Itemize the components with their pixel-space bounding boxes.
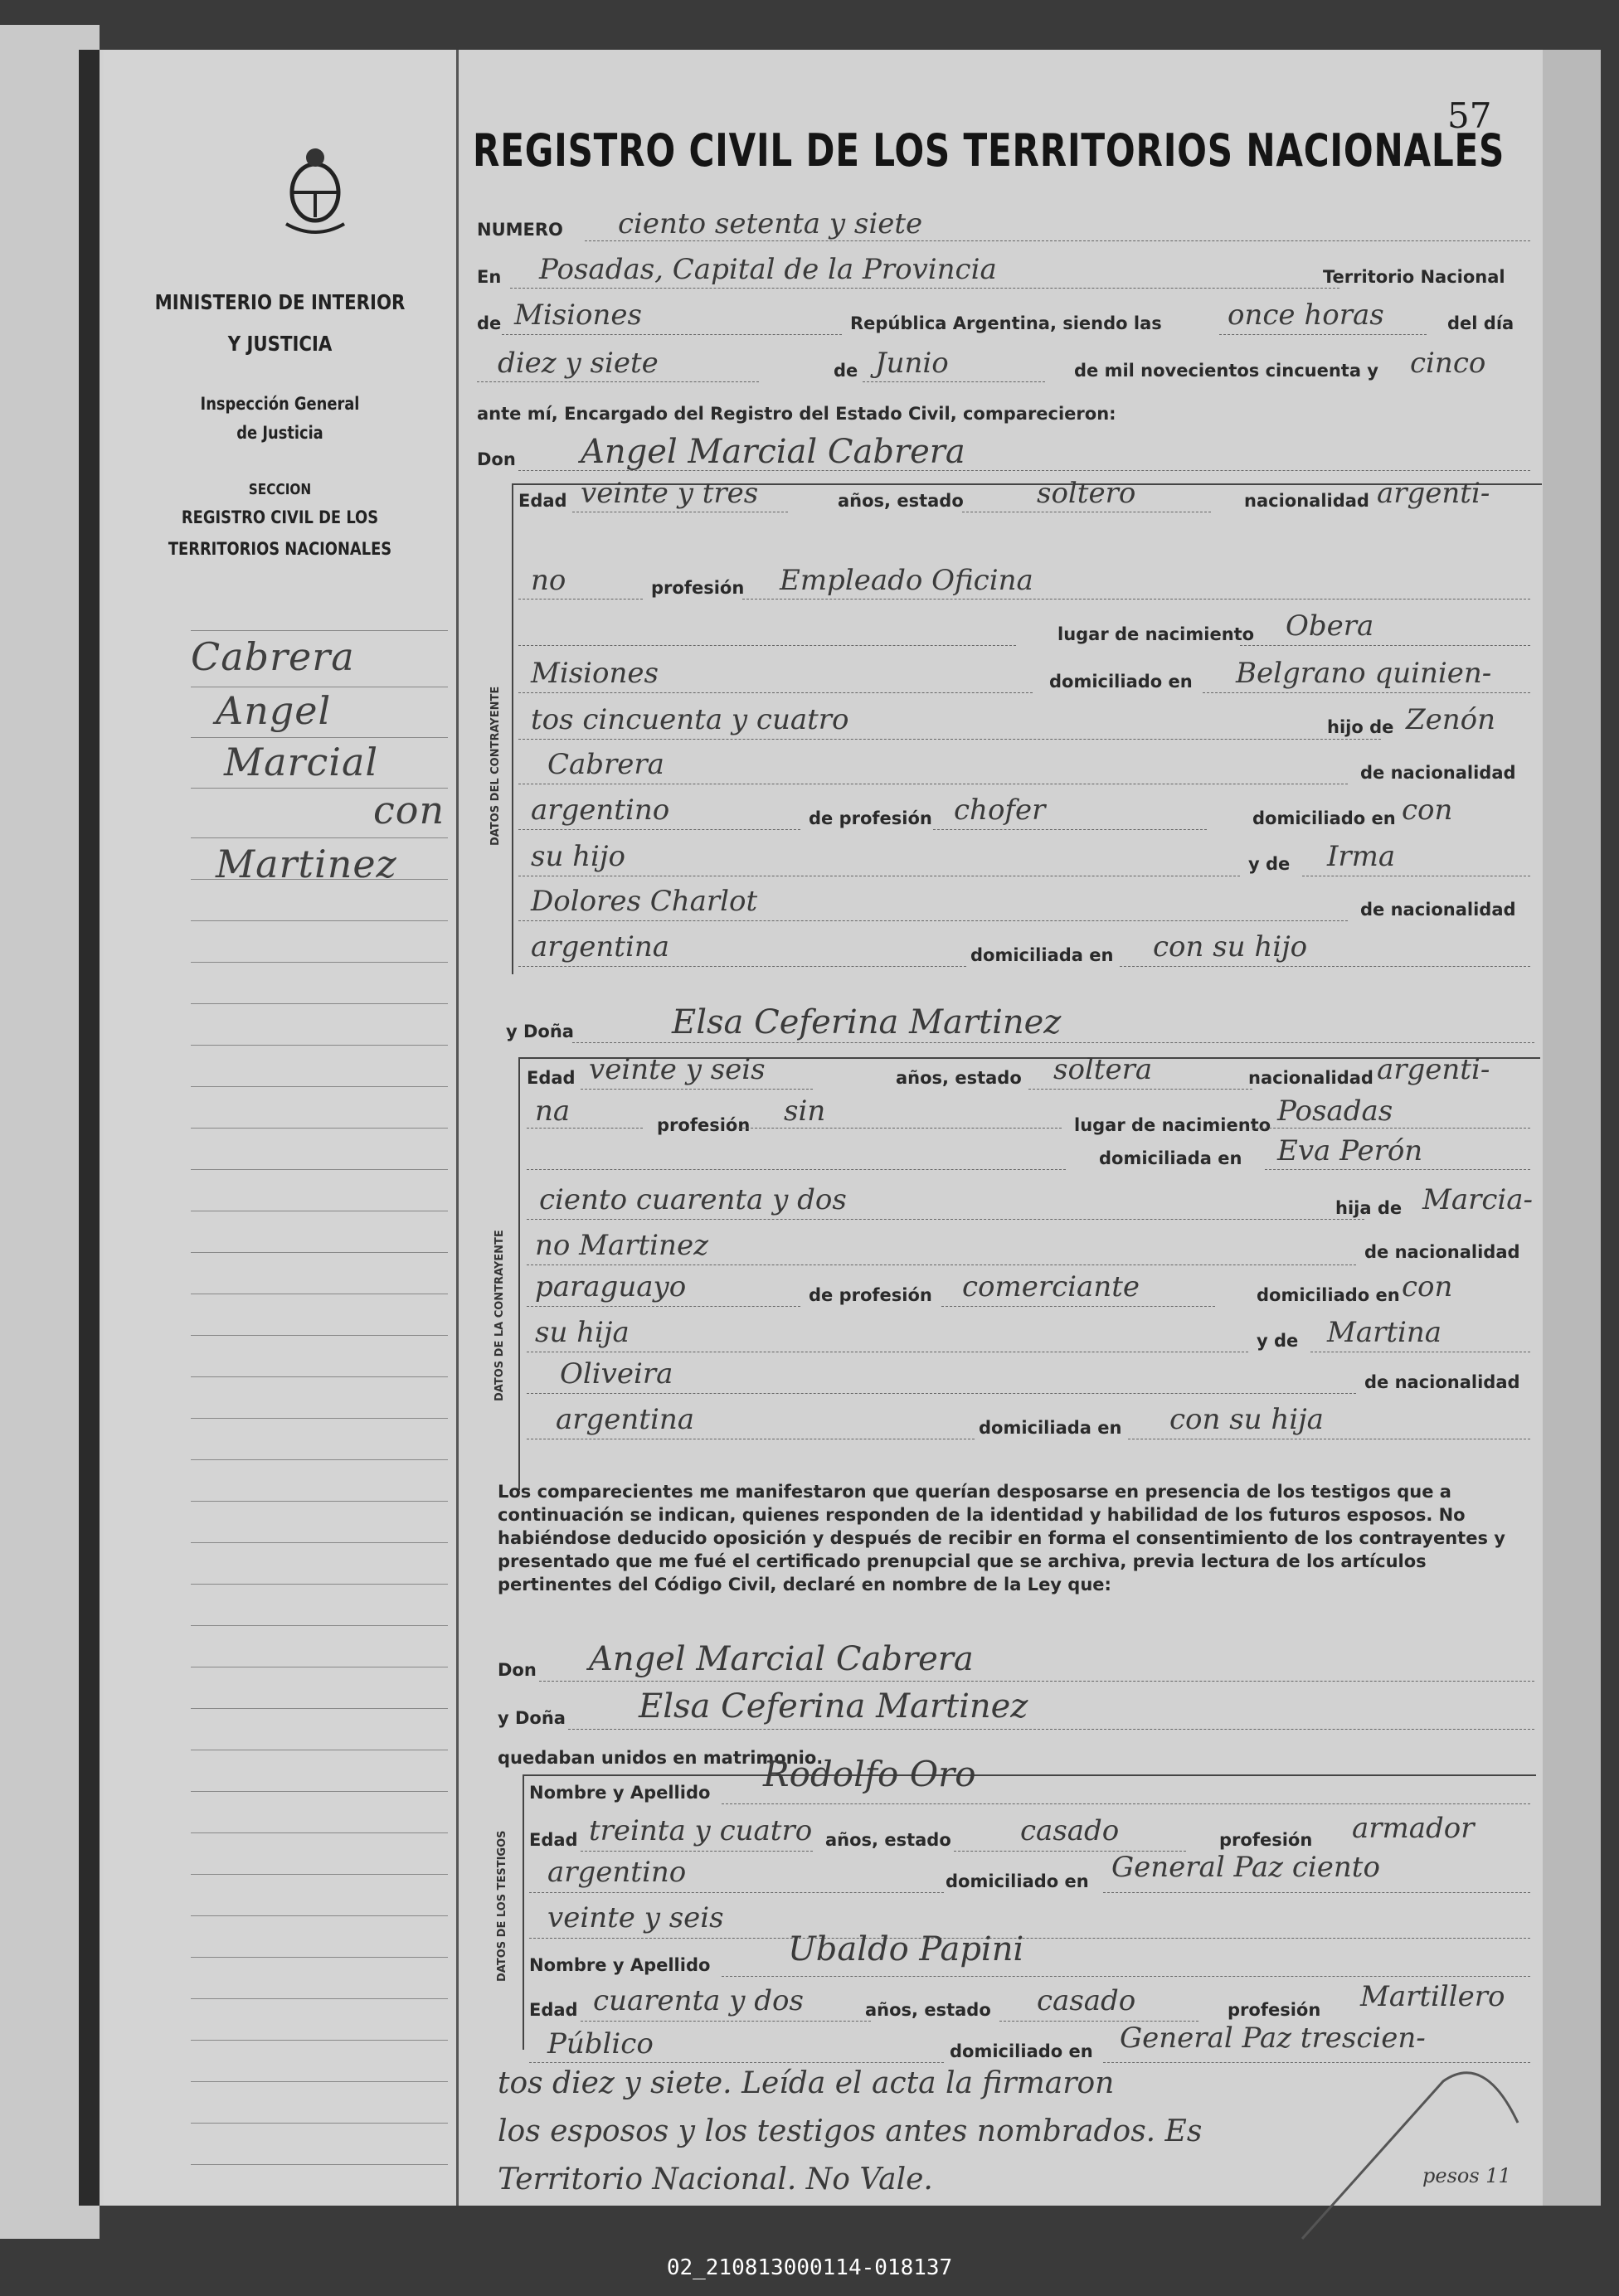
madre-nombre: Irma xyxy=(1327,840,1396,873)
madre-domiciliada-label: domiciliada en xyxy=(970,945,1114,965)
image-caption: 02_210813000114-018137 xyxy=(666,2255,953,2280)
f-nacionalidad-label: nacionalidad xyxy=(1248,1068,1373,1088)
f-padre-domicilio: con xyxy=(1402,1270,1453,1303)
declaration-text: Los comparecientes me manifestaron que querían desposarse en presencia de los testigos que a continuación se indican, quienes responden de la identidad y habilidad de los futuros esposos. No habiéndose deducido oposición y después de recibir en forma el consentimiento de los contrayentes y presentado que me fué el certificado prenupcial que se archiva, previa lectura de los artículos pertinentes del Código Civil, declaré en nombre de la Ley que: xyxy=(498,1482,1505,1595)
t2-anos-estado-label: años, estado xyxy=(865,2000,991,2020)
numero-label: NUMERO xyxy=(477,220,563,240)
estado-value: soltero xyxy=(1037,477,1136,510)
anio-value: cinco xyxy=(1410,347,1486,380)
closing-line-2: los esposos y los testigos antes nombrados. Es xyxy=(498,2114,1203,2148)
profesion-value: Empleado Oficina xyxy=(780,564,1033,597)
padre-apellido: Cabrera xyxy=(547,748,664,781)
t2-domicilio: General Paz trescien- xyxy=(1120,2022,1426,2055)
quedaban-label: quedaban unidos en matrimonio. xyxy=(498,1748,824,1768)
madre-domicilio: con su hijo xyxy=(1153,930,1308,964)
don-label: Don xyxy=(477,449,516,469)
main-form xyxy=(456,50,1543,2206)
t2-domiciliado-label: domiciliado en xyxy=(950,2041,1093,2061)
margin-note-line-1: Cabrera xyxy=(191,634,355,679)
testigos-side-label: DATOS DE LOS TESTIGOS xyxy=(496,1830,508,1982)
signature-stroke-icon xyxy=(1294,2056,1526,2247)
t2-estado: casado xyxy=(1037,1984,1136,2017)
ministry-line-1: MINISTERIO DE INTERIOR xyxy=(154,290,406,314)
decl-don-value: Angel Marcial Cabrera xyxy=(589,1640,974,1678)
domiciliado-label: domiciliado en xyxy=(1049,672,1193,692)
territorio-label: Territorio Nacional xyxy=(1323,267,1505,287)
de-profesion-label: de profesión xyxy=(809,808,932,828)
f-anos-estado-label: años, estado xyxy=(896,1068,1022,1088)
closing-line-3: Territorio Nacional. No Vale. xyxy=(498,2163,933,2196)
en-label: En xyxy=(477,267,502,287)
f-y-de-label: y de xyxy=(1257,1331,1299,1351)
right-page-edge xyxy=(1543,50,1601,2206)
decl-don-label: Don xyxy=(498,1660,537,1680)
f-domiciliada-label: domiciliada en xyxy=(1099,1148,1242,1168)
de-value: Misiones xyxy=(514,299,642,332)
madre-apellido: Dolores Charlot xyxy=(531,885,758,918)
f-padre-domiciliado-label: domiciliado en xyxy=(1257,1285,1400,1305)
decl-dona-value: Elsa Ceferina Martinez xyxy=(639,1687,1028,1726)
f-lugar-value: Posadas xyxy=(1277,1095,1393,1128)
f-edad-label: Edad xyxy=(527,1068,576,1088)
t2-edad-label: Edad xyxy=(529,2000,578,2020)
lugar-label: lugar de nacimiento xyxy=(1057,624,1255,644)
f-de-profesion-label: de profesión xyxy=(809,1285,932,1305)
padre-profesion: chofer xyxy=(954,794,1046,827)
madre-nacionalidad: argentina xyxy=(531,930,670,964)
closing-line-1: tos diez y siete. Leída el acta la firmaron xyxy=(498,2066,1115,2100)
nacionalidad-label: nacionalidad xyxy=(1244,491,1369,511)
dona-value: Elsa Ceferina Martinez xyxy=(672,1003,1062,1041)
profesion-label: profesión xyxy=(651,578,745,598)
anos-estado-label: años, estado xyxy=(838,491,964,511)
ink-note: pesos 11 xyxy=(1422,2164,1511,2187)
f-padre-profesion: comerciante xyxy=(962,1270,1140,1303)
en-value: Posadas, Capital de la Provincia xyxy=(539,253,997,286)
y-dona-label: y Doña xyxy=(506,1022,574,1041)
f-profesion-value: sin xyxy=(784,1095,826,1128)
t1-estado: casado xyxy=(1020,1814,1120,1847)
t2-nombre-label: Nombre y Apellido xyxy=(529,1955,711,1975)
section-line-2: REGISTRO CIVIL DE LOS xyxy=(181,507,379,527)
t1-nacionalidad: argentino xyxy=(547,1856,687,1889)
anio-label: de mil novecientos cincuenta y xyxy=(1074,361,1378,381)
edad-label: Edad xyxy=(518,491,567,511)
f-domiciliada-value: Eva Perón xyxy=(1277,1134,1423,1167)
y-de-label: y de xyxy=(1248,854,1291,874)
t1-domiciliado-label: domiciliado en xyxy=(946,1871,1089,1891)
f-de-nacionalidad-label: de nacionalidad xyxy=(1364,1242,1520,1262)
padre-domicilio: con xyxy=(1402,794,1453,827)
nacionalidad-value: argenti- xyxy=(1377,477,1490,510)
de2-label: de xyxy=(834,361,858,381)
mes-value: Junio xyxy=(875,347,949,380)
page-number: 57 xyxy=(1447,95,1492,136)
madre-nacionalidad-label: de nacionalidad xyxy=(1360,900,1516,920)
t1-profesion: armador xyxy=(1352,1812,1475,1845)
dia-value: diez y siete xyxy=(498,347,659,380)
t2-nombre: Ubaldo Papini xyxy=(788,1930,1024,1968)
inspection-line-2: de Justicia xyxy=(236,423,323,443)
margin-note-line-2: Angel xyxy=(216,688,332,733)
t1-edad: treinta y cuatro xyxy=(589,1814,813,1847)
t2-profesion: Martillero xyxy=(1360,1980,1505,2013)
coat-of-arms-icon xyxy=(278,141,352,236)
f-madre-nacionalidad: argentina xyxy=(556,1403,695,1436)
margin-note-line-3: Marcial xyxy=(224,740,379,784)
hijo-label: hijo de xyxy=(1327,717,1394,737)
contrayente-f-side-label: DATOS DE LA CONTRAYENTE xyxy=(493,1230,506,1401)
hijo-value: Zenón xyxy=(1406,703,1496,736)
edad-value: veinte y tres xyxy=(581,477,759,510)
padre-domiciliado-label: domiciliado en xyxy=(1252,808,1396,828)
margin-note-line-5: Martinez xyxy=(216,842,397,886)
f-madre-nacionalidad-label: de nacionalidad xyxy=(1364,1372,1520,1392)
f-lugar-label: lugar de nacimiento xyxy=(1074,1115,1271,1135)
f-edad-value: veinte y seis xyxy=(589,1053,766,1086)
decl-dona-label: y Doña xyxy=(498,1708,566,1728)
republica-label: República Argentina, siendo las xyxy=(850,313,1162,333)
t1-nombre-label: Nombre y Apellido xyxy=(529,1783,711,1803)
hora-value: once horas xyxy=(1228,299,1384,332)
t1-domicilio-2: veinte y seis xyxy=(547,1901,724,1934)
t1-anos-estado-label: años, estado xyxy=(825,1830,951,1850)
sidebar xyxy=(104,50,459,2206)
del-dia-label: del día xyxy=(1447,313,1514,333)
section-line-1: SECCION xyxy=(248,481,312,498)
t1-nombre: Rodolfo Oro xyxy=(763,1754,976,1794)
section-line-3: TERRITORIOS NACIONALES xyxy=(168,539,392,559)
f-domiciliada-value-2: ciento cuarenta y dos xyxy=(539,1183,847,1216)
f-hija-value: Marcia- xyxy=(1422,1183,1534,1216)
t2-edad: cuarenta y dos xyxy=(593,1984,804,2017)
f-madre-apellido: Oliveira xyxy=(560,1357,673,1391)
lugar-value-2: Misiones xyxy=(531,657,659,690)
t2-profesion-2: Público xyxy=(547,2027,654,2061)
f-nacionalidad-value: argenti- xyxy=(1377,1053,1490,1086)
lugar-value: Obera xyxy=(1286,609,1374,643)
domiciliado-value: Belgrano quinien- xyxy=(1236,657,1492,690)
de-label: de xyxy=(477,313,502,333)
de-nacionalidad-label: de nacionalidad xyxy=(1360,763,1516,783)
t1-edad-label: Edad xyxy=(529,1830,578,1850)
f-profesion-label: profesión xyxy=(657,1115,751,1135)
f-estado-value: soltera xyxy=(1053,1053,1153,1086)
f-nacionalidad-value-2: na xyxy=(535,1095,571,1128)
padre-nacionalidad: argentino xyxy=(531,794,670,827)
t1-domicilio: General Paz ciento xyxy=(1111,1851,1380,1884)
numero-value: ciento setenta y siete xyxy=(618,207,923,240)
f-padre-domicilio-2: su hija xyxy=(535,1316,630,1349)
inspection-line-1: Inspección General xyxy=(200,394,360,414)
f-madre-domicilio: con su hija xyxy=(1169,1403,1324,1436)
contrayente-side-label: DATOS DEL CONTRAYENTE xyxy=(489,686,502,846)
ministry-line-2: Y JUSTICIA xyxy=(227,332,333,356)
nacionalidad-value-2: no xyxy=(531,564,566,597)
f-madre-domiciliada-label: domiciliada en xyxy=(979,1418,1122,1438)
padre-domicilio-2: su hijo xyxy=(531,840,625,873)
don-value: Angel Marcial Cabrera xyxy=(581,433,965,471)
ante-label: ante mí, Encargado del Registro del Estado Civil, comparecieron: xyxy=(477,404,1116,424)
f-padre-nacionalidad: paraguayo xyxy=(535,1270,687,1303)
f-padre-apellido: no Martinez xyxy=(535,1229,708,1262)
f-madre-nombre: Martina xyxy=(1327,1316,1442,1349)
f-hija-label: hija de xyxy=(1335,1198,1403,1218)
page-title: REGISTRO CIVIL DE LOS TERRITORIOS NACIONALES xyxy=(473,124,1505,177)
t2-profesion-label: profesión xyxy=(1228,2000,1321,2020)
margin-note-line-4: con xyxy=(373,788,445,832)
t1-profesion-label: profesión xyxy=(1219,1830,1313,1850)
domiciliado-value-2: tos cincuenta y cuatro xyxy=(531,703,849,736)
